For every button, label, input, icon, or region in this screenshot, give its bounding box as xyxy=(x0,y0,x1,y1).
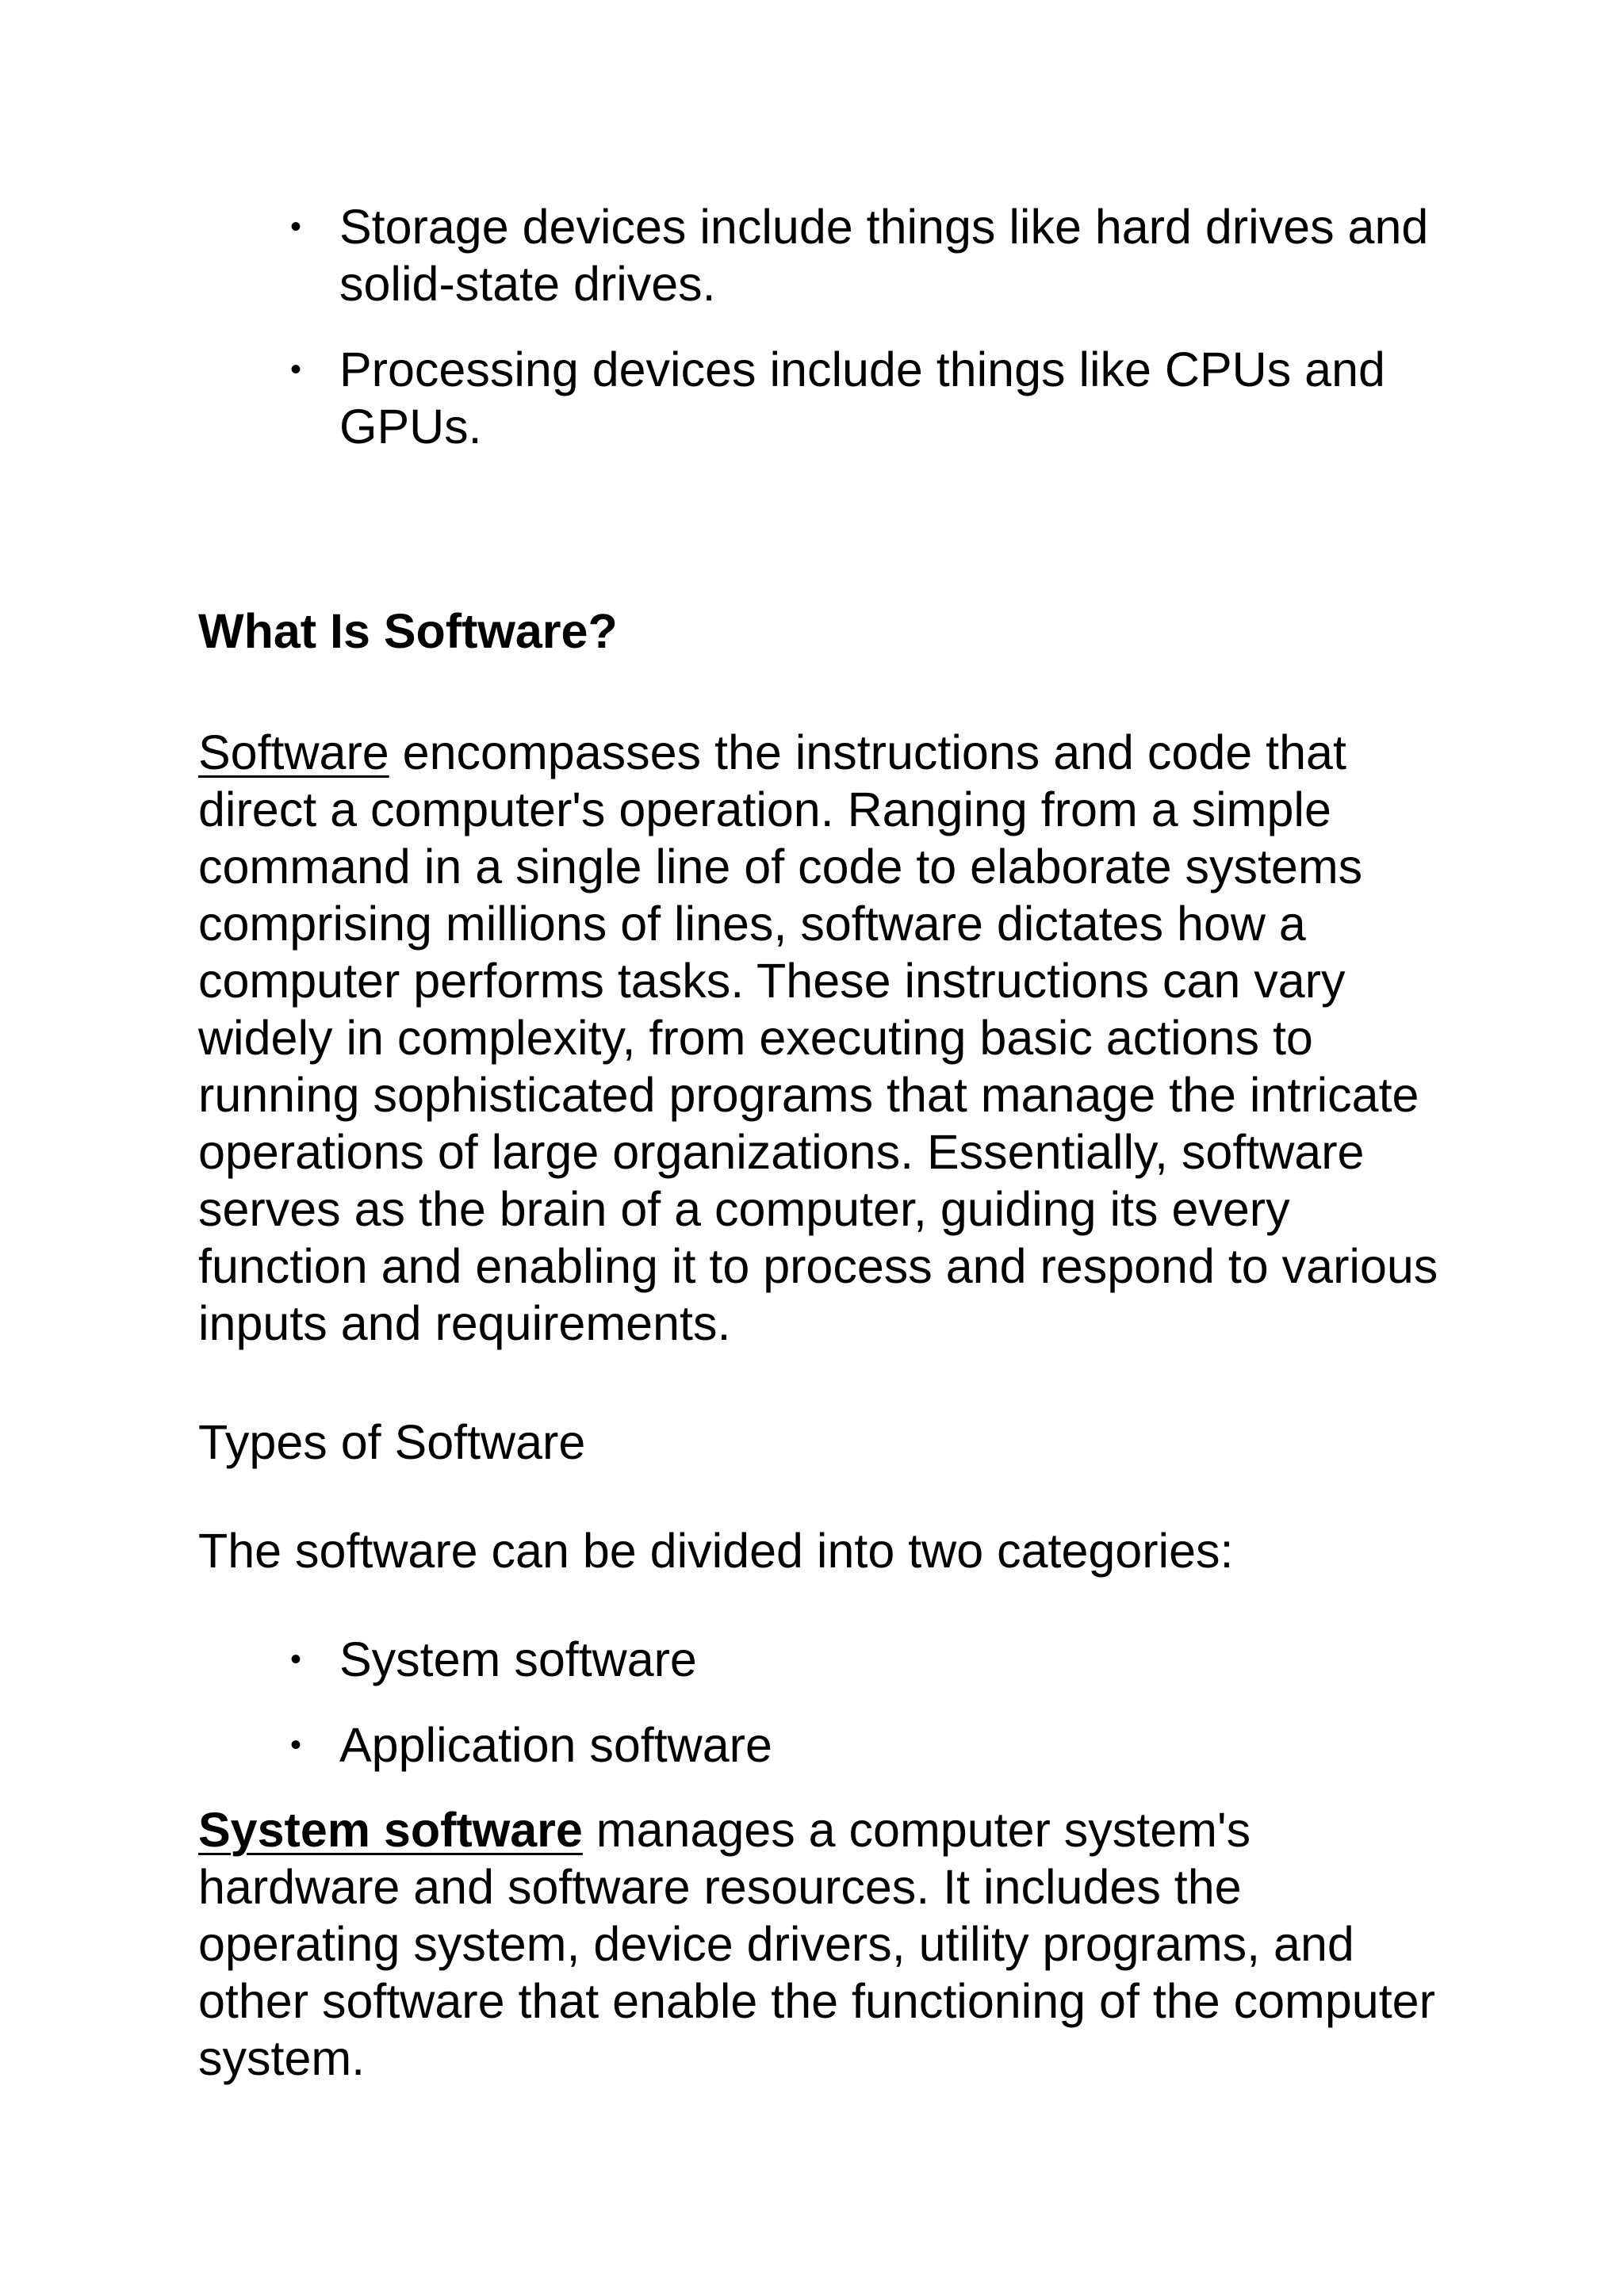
bullet-icon: • xyxy=(290,209,302,244)
system-software-paragraph-text: manages a computer system's hardware and software resources. It includes the operating system, device drivers, utility programs, and other software that enable the functioning of the computer system. xyxy=(198,1803,1435,2085)
bullet-icon: • xyxy=(290,1728,302,1762)
list-item-text: Application software xyxy=(339,1718,772,1772)
system-software-link[interactable]: System software xyxy=(198,1803,583,1857)
software-link[interactable]: Software xyxy=(198,725,389,779)
list-item xyxy=(290,1631,1450,1688)
list-item-text: Storage devices include things like hard drives and solid-state drives. xyxy=(339,200,1429,311)
software-paragraph-text: encompasses the instructions and code that direct a computer's operation. Ranging from a simple command in a single line of code to elaborate systems comprising millions of lines, software dictates how a computer performs tasks. These instructions can vary widely in complexity, from executing basic actions to running sophisticated programs that manage the intricate operations of large organizations. Essentially, software serves as the brain of a computer, guiding its every function and enabling it to process and respond to various inputs and requirements. xyxy=(198,725,1438,1350)
list-item xyxy=(290,198,1450,312)
list-item-text: Processing devices include things like CPUs and GPUs. xyxy=(339,342,1385,453)
list-item xyxy=(290,1716,1450,1774)
software-paragraph xyxy=(198,724,1467,1352)
list-item xyxy=(290,341,1450,455)
categories-intro: The software can be divided into two categories: xyxy=(198,1524,1234,1578)
list-item-text: System software xyxy=(339,1632,697,1686)
section-heading: What Is Software? xyxy=(198,604,618,658)
bullet-icon: • xyxy=(290,1642,302,1677)
types-heading: Types of Software xyxy=(198,1415,586,1469)
system-software-paragraph xyxy=(198,1801,1435,2087)
bullet-icon: • xyxy=(290,352,302,387)
